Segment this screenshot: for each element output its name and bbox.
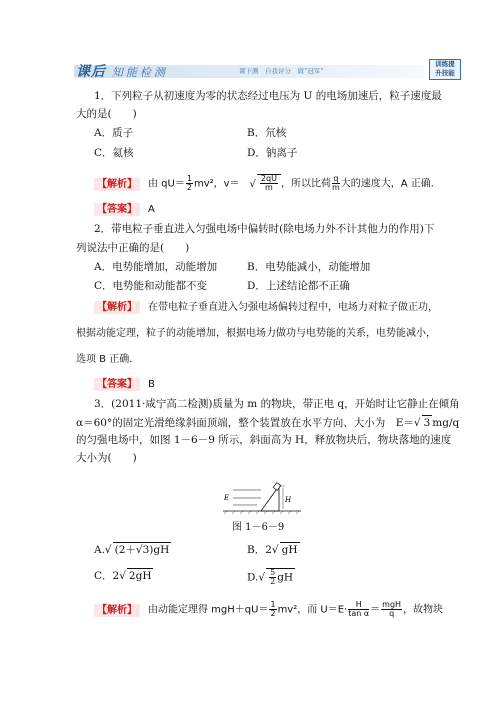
block: [273, 483, 281, 491]
q1-analysis-pre: 由 qU＝: [148, 178, 185, 190]
banner-title-main: 课后: [76, 64, 106, 80]
q1-analysis-mid: mv²，v＝: [193, 178, 240, 190]
q3-stem-line2: α＝60°的固定光滑绝缘斜面顶端，整个装置放在水平方向、大小为 E＝√ 3 mg/q: [76, 417, 460, 429]
q1-option-c: C．氦核: [94, 147, 134, 159]
banner-title-sub: 知能检测: [111, 66, 168, 79]
q3-option-b-root: gH: [281, 544, 298, 556]
q3-analysis: [94, 601, 443, 618]
frac-den: 2: [270, 577, 276, 586]
answer-label: 【答案】: [94, 378, 140, 391]
q3-option-a: A.√ (2＋√3)gH: [94, 544, 170, 556]
q2-option-b: B．电势能减小，动能增加: [247, 261, 371, 273]
figure-label-h: H: [285, 496, 292, 504]
q3-stem-line3: 的匀强电场中，如图 1－6－9 所示，斜面高为 H，释放物块后，物块落地的速度: [76, 434, 452, 446]
frac-num: 2qU: [260, 174, 277, 183]
frac-den: m: [265, 183, 273, 192]
training-badge: [429, 59, 461, 80]
q2-option-d: D．上述结论都不正确: [247, 280, 350, 292]
q3-option-c-root: 2gH: [128, 570, 152, 582]
banner-title: [76, 61, 168, 81]
analysis-label: 【解析】: [94, 301, 140, 314]
q3-option-c-pre: C．2: [94, 570, 120, 582]
q3-option-d-root: [266, 568, 295, 586]
section-banner: [74, 62, 424, 80]
q1-ratio-fraction: [332, 175, 340, 192]
q3-option-b-pre: B．2: [247, 544, 272, 556]
q2-stem-line2: 列说法中正确的是( ): [76, 242, 190, 254]
q2-stem-line1: 2．带电粒子垂直进入匀强电场中偏转时(除电场力外不计其他力的作用)下: [94, 223, 435, 235]
q2-option-c: C．电势能和动能都不变: [94, 280, 208, 292]
q3-option-d-pre: D.: [247, 571, 259, 584]
answer-label: 【答案】: [94, 203, 140, 216]
q1-stem-line1: 1．下列粒子从初速度为零的状态经过电压为 U 的电场加速后，粒子速度最: [94, 90, 442, 102]
frac-num: mgH: [382, 600, 402, 609]
q2-analysis-text1: 在带电粒子垂直进入匀强电场偏转过程中，电场力对粒子做正功，: [148, 302, 438, 313]
ground-hatching: [224, 511, 299, 514]
q3-option-d: D.√ $\frac{5}{2}$ gH: [247, 568, 294, 586]
frac-num: 1: [186, 174, 192, 183]
badge-line2: 升技能: [435, 68, 455, 77]
q1-sqrt: [257, 174, 281, 192]
q1-analysis-post1: ，所以比荷: [280, 178, 331, 190]
q3-option-c: C．2√ 2gH: [94, 570, 152, 582]
q3-stem-line2-pre: α＝60°的固定光滑绝缘斜面顶端，整个装置放在水平方向、大小为 E＝: [76, 417, 414, 429]
q3-analysis-pre: 由动能定理得 mgH＋qU＝: [148, 604, 269, 616]
q1-analysis: 【解析】 由 qU＝ $\frac{1}{2}$ mv²，v＝ √ $\frac{2qU}{m}$ ，所以比荷 $\frac{q}{m}$ 大的速度大，A 正确．: [94, 174, 441, 192]
q1-answer: [94, 203, 155, 217]
q1-stem-line2: 大的是( ): [76, 108, 137, 120]
q3-half-fraction: [269, 601, 276, 618]
badge-line1: 训练提: [435, 60, 455, 68]
q1-analysis-post2: 大的速度大，A 正确．: [340, 178, 441, 190]
q3-sqrt-three: 3: [423, 417, 431, 429]
frac-den: q: [389, 609, 395, 618]
figure-label-e: E: [224, 494, 230, 502]
figure-caption: 图 1－6－9: [232, 522, 285, 533]
q1-option-d: D．钠离子: [247, 147, 298, 159]
q2-analysis-line3: 选项 B 正确．: [76, 354, 140, 365]
analysis-label: 【解析】: [94, 604, 140, 617]
q2-analysis-line2: 根据动能定理，粒子的动能增加，根据电场力做功与电势能的关系，电势能减小，: [76, 328, 436, 339]
banner-slogan: 课下测 自我评分 做“冠军”: [239, 67, 324, 75]
frac-num: 5: [270, 568, 276, 577]
frac-den: tan α: [348, 609, 370, 618]
q3-stem-line2-post: mg/q: [432, 417, 460, 429]
frac-den: 2: [270, 609, 276, 618]
analysis-label: 【解析】: [94, 178, 140, 191]
q3-stem-line1: 3．(2011·咸宁高二检测)质量为 m 的物块，带正电 q，开始时让它静止在倾角: [94, 398, 460, 410]
frac-den: 2: [186, 183, 192, 192]
q3-analysis-post: ，故物块: [403, 604, 444, 616]
q3-analysis-equals: ＝: [370, 604, 381, 616]
q2-answer: [94, 378, 155, 392]
q2-analysis-line1: [94, 301, 438, 315]
q2-option-a: A．电势能增加，动能增加: [94, 261, 218, 273]
q3-option-a-root: (2＋√3)gH: [114, 544, 170, 556]
field-lines: [233, 490, 261, 505]
q3-stem-line4: 大小为( ): [76, 452, 137, 464]
q3-h-tan-fraction: [348, 601, 369, 618]
q1-answer-value: A: [148, 204, 155, 215]
frac-num: H: [348, 601, 369, 610]
frac-num: q: [333, 174, 339, 183]
q2-answer-value: B: [148, 379, 155, 390]
frac-num: 1: [270, 600, 276, 609]
q1-half-fraction: [186, 175, 193, 192]
q3-analysis-mid: mv²，而 U＝E·: [277, 604, 348, 616]
q3-option-a-pre: A.: [94, 544, 105, 556]
q1-option-a: A．质子: [94, 127, 134, 139]
q3-option-b: B．2√ gH: [247, 544, 298, 556]
q1-option-b: B．氘核: [247, 127, 287, 139]
q3-mgh-q-fraction: [381, 601, 402, 618]
q3-option-d-post: gH: [277, 571, 294, 584]
frac-den: m: [331, 183, 340, 192]
figure-1-6-9: [221, 482, 303, 514]
